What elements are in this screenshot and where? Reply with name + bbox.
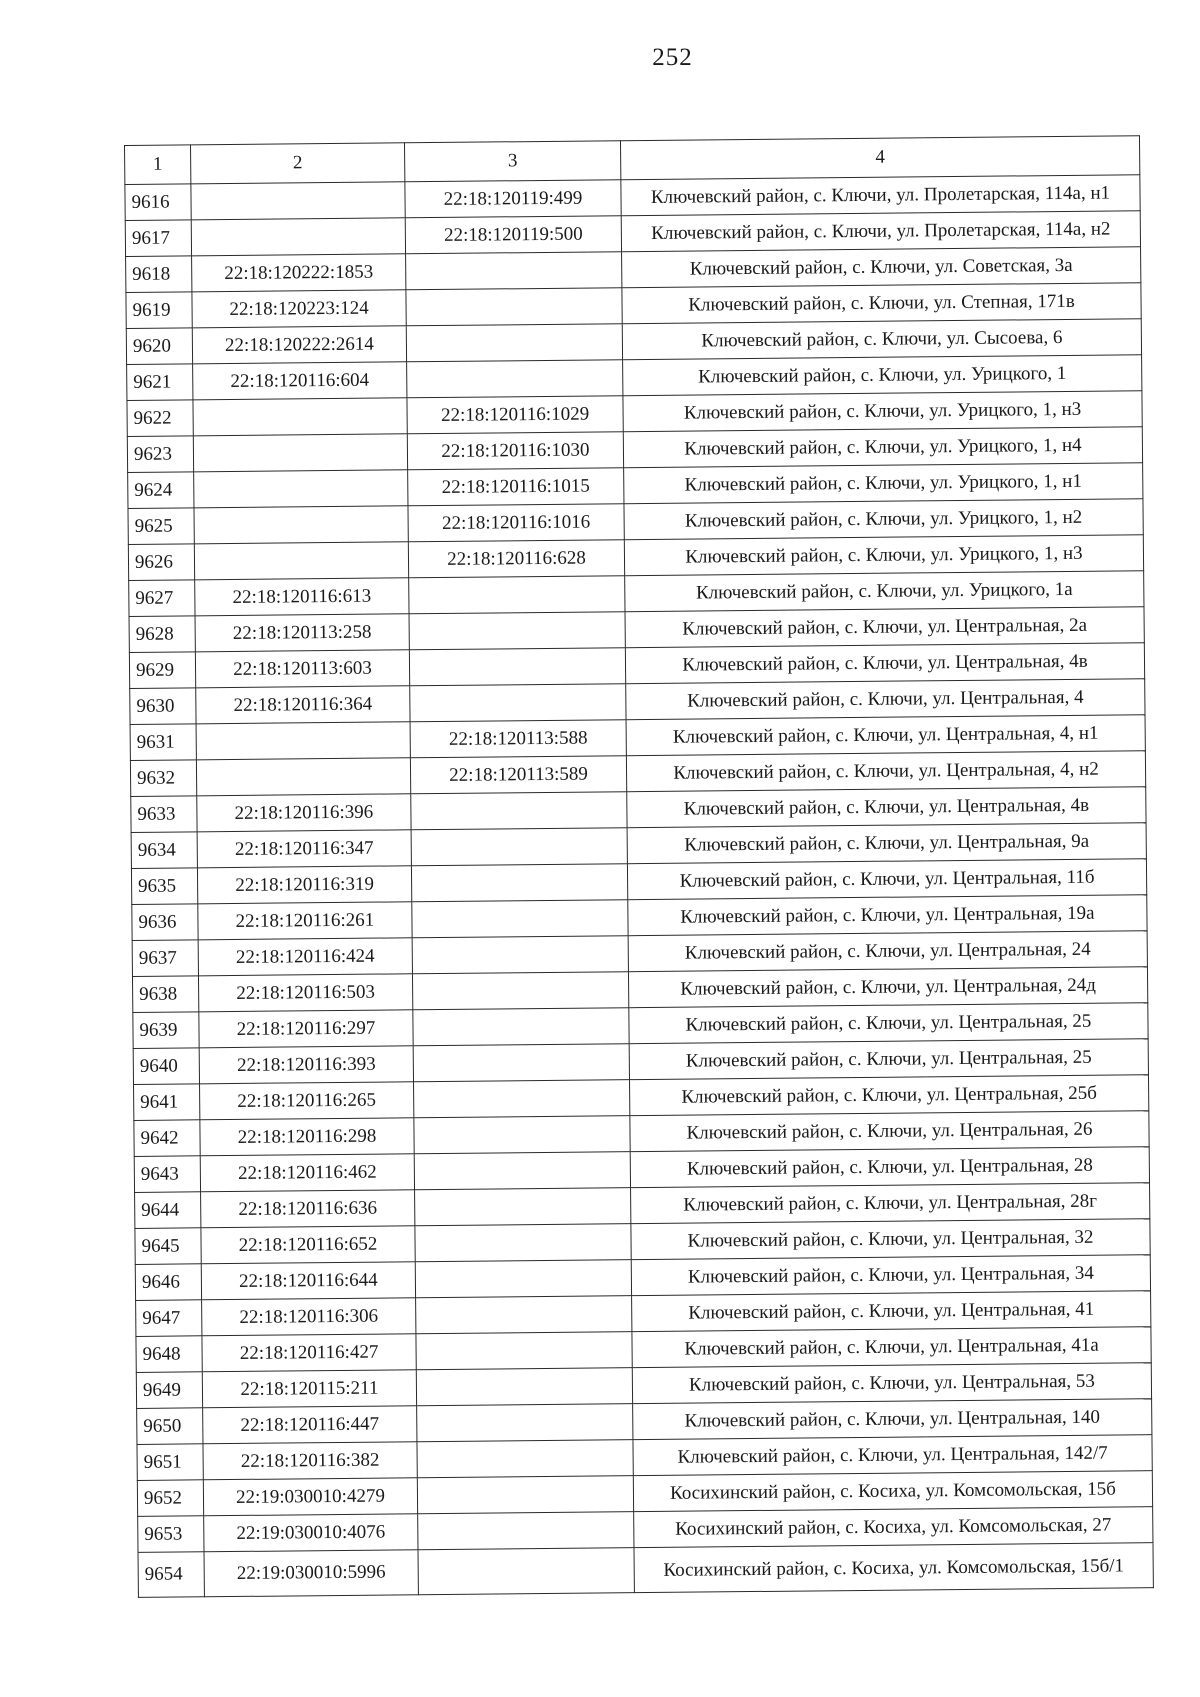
cadastral-number-land-cell: 22:18:120116:503 [198,974,412,1012]
cadastral-number-land-cell [191,218,405,256]
address-cell: Ключевский район, с. Ключи, ул. Центральная, 142/7 [633,1435,1152,1476]
row-number-cell: 9617 [125,220,191,257]
address-cell: Ключевский район, с. Ключи, ул. Урицкого, 1а [625,571,1144,612]
cadastral-number-building-cell [414,1152,630,1190]
cadastral-number-building-cell [410,684,626,722]
cadastral-number-building-cell: 22:18:120116:1029 [407,396,623,434]
address-cell: Ключевский район, с. Ключи, ул. Центральная, 34 [631,1255,1150,1296]
cadastral-number-building-cell [411,792,627,830]
table-row [138,1543,1153,1598]
address-cell: Ключевский район, с. Ключи, ул. Центральная, 140 [633,1399,1152,1440]
row-number-cell: 9640 [133,1048,199,1085]
cadastral-number-land-cell: 22:18:120116:447 [203,1406,417,1444]
cadastral-number-land-cell: 22:18:120116:424 [198,938,412,976]
address-cell: Ключевский район, с. Ключи, ул. Центральная, 11б [627,859,1146,900]
cadastral-number-land-cell [194,542,408,580]
row-number-cell: 9626 [128,544,194,581]
address-cell: Ключевский район, с. Ключи, ул. Центральная, 32 [631,1219,1150,1260]
address-cell: Ключевский район, с. Ключи, ул. Центральная, 28г [631,1183,1150,1224]
cadastral-number-land-cell: 22:18:120116:297 [199,1010,413,1048]
cadastral-number-building-cell [412,936,628,974]
cadastral-number-building-cell [412,972,628,1010]
address-cell: Ключевский район, с. Ключи, ул. Урицкого, 1, н2 [624,499,1143,540]
cadastral-number-land-cell: 22:18:120116:298 [200,1118,414,1156]
cadastral-number-building-cell [417,1440,633,1478]
cadastral-number-building-cell [411,828,627,866]
cadastral-number-building-cell [415,1188,631,1226]
address-cell: Ключевский район, с. Ключи, ул. Урицкого, 1, н3 [623,391,1142,432]
cadastral-number-building-cell: 22:18:120119:499 [405,180,621,218]
cadastral-number-land-cell: 22:18:120222:2614 [192,326,406,364]
cadastral-number-building-cell [415,1260,631,1298]
address-cell: Ключевский район, с. Ключи, ул. Центральная, 4в [627,787,1146,828]
cadastral-number-building-cell [413,1044,629,1082]
row-number-cell: 9620 [126,328,192,365]
cadastral-number-building-cell: 22:18:120116:628 [408,540,624,578]
address-cell: Ключевский район, с. Ключи, ул. Урицкого, 1, н4 [623,427,1142,468]
row-number-cell: 9641 [134,1084,200,1121]
row-number-cell: 9616 [125,184,191,221]
row-number-cell: 9634 [131,832,197,869]
cadastral-number-building-cell: 22:18:120119:500 [405,216,621,254]
cadastral-number-building-cell: 22:18:120116:1015 [408,468,624,506]
cadastral-number-land-cell: 22:18:120116:427 [202,1334,416,1372]
address-cell: Ключевский район, с. Ключи, ул. Центральная, 25 [629,1039,1148,1080]
cadastral-number-land-cell [193,398,407,436]
address-cell: Ключевский район, с. Ключи, ул. Степная, 171в [622,283,1141,324]
row-number-cell: 9632 [130,760,196,797]
address-cell: Ключевский район, с. Ключи, ул. Центральная, 28 [630,1147,1149,1188]
cadastral-number-land-cell: 22:18:120116:613 [195,578,409,616]
cadastral-number-land-cell [191,182,405,220]
cadastral-number-building-cell [411,864,627,902]
row-number-cell: 9653 [138,1516,204,1553]
address-cell: Ключевский район, с. Ключи, ул. Урицкого, 1 [623,355,1142,396]
row-number-cell: 9621 [127,364,193,401]
page-number: 252 [652,44,693,71]
row-number-cell: 9636 [132,904,198,941]
cadastral-number-land-cell: 22:18:120116:265 [200,1082,414,1120]
register-table [124,135,1154,1598]
cadastral-number-building-cell [406,252,622,290]
register-table-body [125,136,1154,1598]
row-number-cell: 9618 [126,256,192,293]
address-cell: Ключевский район, с. Ключи, ул. Центральная, 41а [632,1327,1151,1368]
cadastral-number-land-cell: 22:18:120116:393 [199,1046,413,1084]
row-number-cell: 9646 [135,1264,201,1301]
address-cell: Ключевский район, с. Ключи, ул. Урицкого, 1, н3 [624,535,1143,576]
cadastral-number-land-cell: 22:19:030010:4279 [203,1478,417,1516]
cadastral-number-land-cell: 22:18:120116:652 [201,1226,415,1264]
cadastral-number-building-cell [412,900,628,938]
row-number-cell: 9638 [132,976,198,1013]
cadastral-number-building-cell [414,1116,630,1154]
address-cell: Ключевский район, с. Ключи, ул. Центральная, 53 [632,1363,1151,1404]
row-number-cell: 9619 [126,292,192,329]
cadastral-number-building-cell [409,648,625,686]
row-number-cell: 9652 [137,1480,203,1517]
cadastral-number-building-cell [409,612,625,650]
cadastral-number-land-cell: 22:19:030010:4076 [204,1514,418,1552]
column-header-3: 3 [404,141,620,182]
row-number-cell: 9649 [136,1372,202,1409]
row-number-cell: 9645 [135,1228,201,1265]
cadastral-number-land-cell: 22:18:120116:319 [197,866,411,904]
cadastral-number-building-cell: 22:18:120113:588 [410,720,626,758]
address-cell: Косихинский район, с. Косиха, ул. Комсомольская, 27 [634,1507,1153,1548]
row-number-cell: 9643 [134,1156,200,1193]
row-number-cell: 9631 [130,724,196,761]
cadastral-number-building-cell: 22:18:120116:1030 [407,432,623,470]
cadastral-number-building-cell [414,1080,630,1118]
cadastral-number-land-cell: 22:18:120116:306 [202,1298,416,1336]
cadastral-number-building-cell: 22:18:120116:1016 [408,504,624,542]
cadastral-number-building-cell [406,288,622,326]
cadastral-number-building-cell [416,1296,632,1334]
cadastral-number-building-cell [413,1008,629,1046]
cadastral-number-building-cell [415,1224,631,1262]
address-cell: Ключевский район, с. Ключи, ул. Центральная, 2а [625,607,1144,648]
row-number-cell: 9637 [132,940,198,977]
cadastral-number-land-cell [196,722,410,760]
cadastral-number-land-cell: 22:18:120116:382 [203,1442,417,1480]
row-number-cell: 9625 [128,508,194,545]
address-cell: Ключевский район, с. Ключи, ул. Центральная, 4, н2 [626,751,1145,792]
row-number-cell: 9647 [136,1300,202,1337]
address-cell: Косихинский район, с. Косиха, ул. Комсомольская, 15б [633,1471,1152,1512]
cadastral-number-land-cell: 22:18:120116:347 [197,830,411,868]
address-cell: Ключевский район, с. Ключи, ул. Пролетарская, 114а, н2 [621,211,1140,252]
cadastral-number-land-cell: 22:18:120116:396 [197,794,411,832]
row-number-cell: 9633 [131,796,197,833]
row-number-cell: 9630 [130,688,196,725]
row-number-cell: 9648 [136,1336,202,1373]
address-cell: Ключевский район, с. Ключи, ул. Центральная, 9а [627,823,1146,864]
cadastral-number-land-cell [193,434,407,472]
row-number-cell: 9651 [137,1444,203,1481]
cadastral-number-land-cell: 22:18:120116:636 [201,1190,415,1228]
cadastral-number-building-cell [418,1512,634,1550]
cadastral-number-land-cell: 22:18:120115:211 [202,1370,416,1408]
row-number-cell: 9624 [128,472,194,509]
cadastral-number-building-cell: 22:18:120113:589 [410,756,626,794]
row-number-cell: 9642 [134,1120,200,1157]
cadastral-number-building-cell [416,1332,632,1370]
row-number-cell: 9622 [127,400,193,437]
address-cell: Ключевский район, с. Ключи, ул. Центральная, 4, н1 [626,715,1145,756]
row-number-cell: 9639 [133,1012,199,1049]
cadastral-number-land-cell [194,470,408,508]
column-header-1: 1 [125,145,191,185]
cadastral-number-land-cell: 22:18:120222:1853 [192,254,406,292]
cadastral-number-land-cell: 22:18:120116:604 [193,362,407,400]
row-number-cell: 9628 [129,616,195,653]
cadastral-number-land-cell: 22:18:120116:462 [200,1154,414,1192]
row-number-cell: 9644 [135,1192,201,1229]
cadastral-number-land-cell: 22:18:120116:364 [196,686,410,724]
cadastral-number-building-cell [407,360,623,398]
cadastral-number-land-cell: 22:18:120116:261 [198,902,412,940]
cadastral-number-land-cell: 22:18:120223:124 [192,290,406,328]
column-header-4: 4 [620,136,1139,180]
cadastral-number-building-cell [417,1404,633,1442]
cadastral-number-building-cell [417,1476,633,1514]
address-cell: Ключевский район, с. Ключи, ул. Центральная, 19а [628,895,1147,936]
cadastral-number-building-cell [409,576,625,614]
row-number-cell: 9627 [129,580,195,617]
cadastral-number-building-cell [416,1368,632,1406]
row-number-cell: 9623 [127,436,193,473]
row-number-cell: 9650 [137,1408,203,1445]
address-cell: Ключевский район, с. Ключи, ул. Центральная, 24д [628,967,1147,1008]
address-cell: Ключевский район, с. Ключи, ул. Центральная, 25 [629,1003,1148,1044]
row-number-cell: 9654 [138,1552,204,1598]
cadastral-number-building-cell [406,324,622,362]
cadastral-number-building-cell [418,1548,634,1595]
address-cell: Ключевский район, с. Ключи, ул. Центральная, 41 [632,1291,1151,1332]
address-cell: Ключевский район, с. Ключи, ул. Центральная, 25б [629,1075,1148,1116]
cadastral-number-land-cell: 22:18:120116:644 [201,1262,415,1300]
address-cell: Ключевский район, с. Ключи, ул. Пролетарская, 114а, н1 [621,175,1140,216]
cadastral-number-land-cell: 22:18:120113:603 [195,650,409,688]
address-cell: Ключевский район, с. Ключи, ул. Центральная, 26 [630,1111,1149,1152]
cadastral-number-land-cell: 22:19:030010:5996 [204,1550,418,1597]
cadastral-number-land-cell: 22:18:120113:258 [195,614,409,652]
cadastral-number-land-cell [194,506,408,544]
row-number-cell: 9629 [129,652,195,689]
address-cell: Ключевский район, с. Ключи, ул. Сысоева, 6 [622,319,1141,360]
address-cell: Ключевский район, с. Ключи, ул. Центральная, 4в [625,643,1144,684]
address-cell: Ключевский район, с. Ключи, ул. Центральная, 4 [626,679,1145,720]
column-header-2: 2 [191,143,405,184]
address-cell: Косихинский район, с. Косиха, ул. Комсомольская, 15б/1 [634,1543,1153,1593]
address-cell: Ключевский район, с. Ключи, ул. Центральная, 24 [628,931,1147,972]
address-cell: Ключевский район, с. Ключи, ул. Урицкого, 1, н1 [624,463,1143,504]
cadastral-number-land-cell [196,758,410,796]
row-number-cell: 9635 [131,868,197,905]
address-cell: Ключевский район, с. Ключи, ул. Советская, 3а [622,247,1141,288]
